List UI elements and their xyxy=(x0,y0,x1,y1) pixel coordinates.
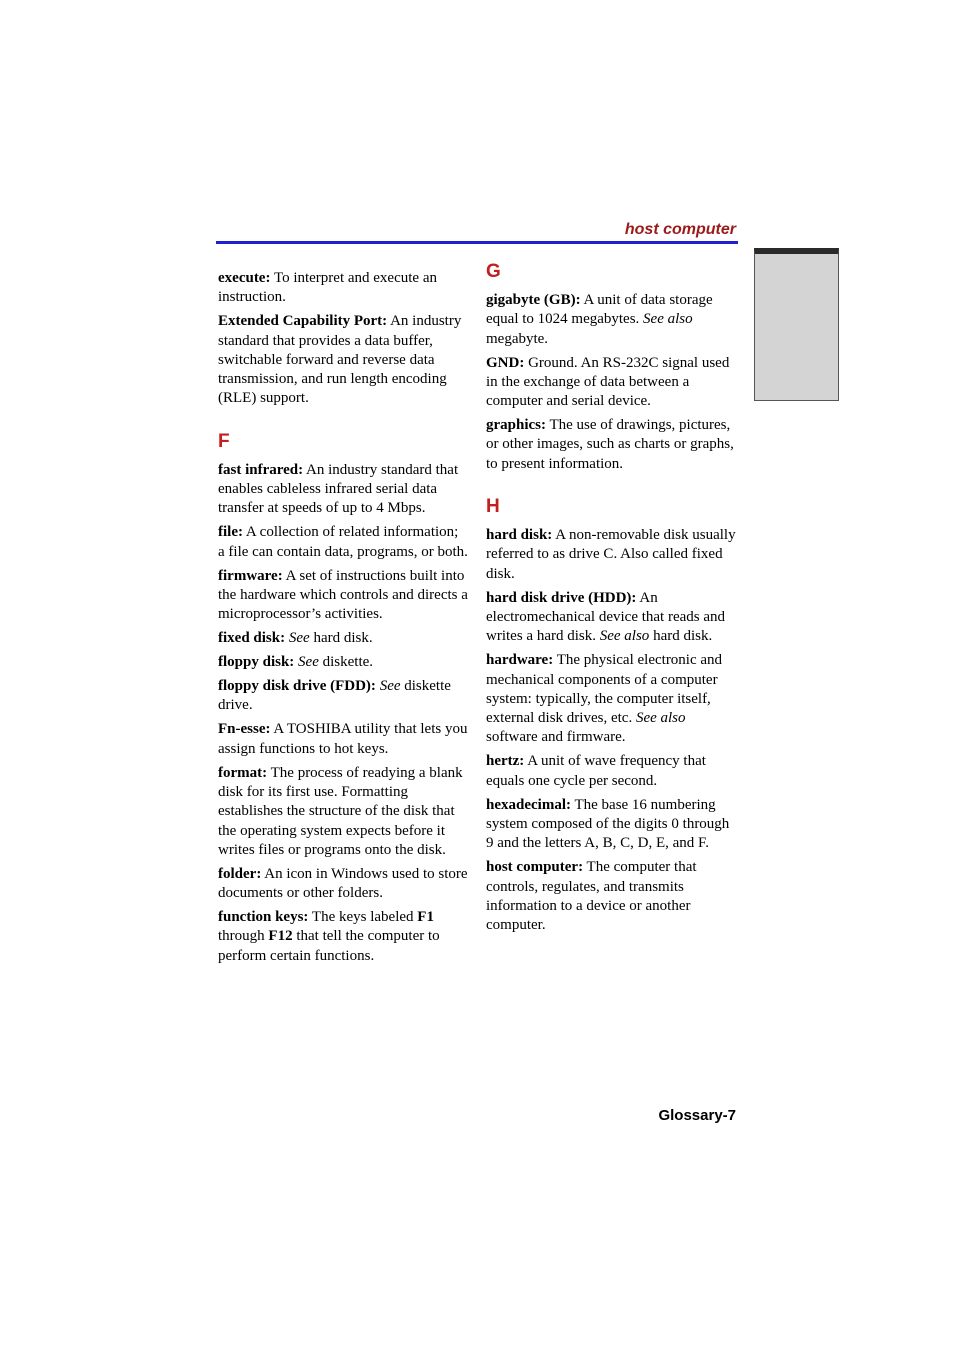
glossary-term: Fn-esse: xyxy=(218,721,271,738)
glossary-term: hard disk: xyxy=(486,527,553,544)
glossary-term: fixed disk: xyxy=(218,630,286,647)
glossary-entry xyxy=(486,526,736,584)
definition-text: A TOSHIBA utility that lets you assign functions to hot keys. xyxy=(218,721,468,757)
glossary-term: folder: xyxy=(218,865,262,882)
glossary-term: floppy disk drive (FDD): xyxy=(218,678,376,695)
definition-text: An industry standard that provides a data buffer, switchable forward and reverse data transmission, and run length encoding (RLE) support. xyxy=(218,313,462,407)
definition-text: that tell the computer to perform certain functions. xyxy=(218,928,440,964)
glossary-section xyxy=(486,496,736,935)
glossary-column-right xyxy=(486,261,736,940)
glossary-term: floppy disk: xyxy=(218,654,295,671)
page-number: Glossary-7 xyxy=(658,1107,736,1124)
glossary-entry xyxy=(486,416,736,474)
definition-text: See xyxy=(379,678,401,695)
definition-text: The use of drawings, pictures, or other images, such as charts or graphs, to present information. xyxy=(486,417,734,472)
definition-text: See also xyxy=(635,710,686,727)
glossary-term: GND: xyxy=(486,354,525,371)
definition-text: hard disk. xyxy=(649,628,713,645)
glossary-term: file: xyxy=(218,524,243,541)
glossary-entry xyxy=(486,291,736,349)
glossary-term: format: xyxy=(218,764,268,781)
glossary-term: hardware: xyxy=(486,652,554,669)
header-rule xyxy=(216,241,738,244)
glossary-section xyxy=(486,261,736,474)
glossary-column-left xyxy=(218,269,468,971)
glossary-entry xyxy=(486,858,736,935)
glossary-term: function keys: xyxy=(218,909,309,926)
glossary-entry xyxy=(218,567,468,625)
section-letter-heading: H xyxy=(486,496,500,518)
section-letter-heading: F xyxy=(218,430,230,452)
glossary-entry xyxy=(486,651,736,747)
glossary-entry xyxy=(218,764,468,860)
glossary-entry xyxy=(218,720,468,759)
definition-text: An industry standard that enables cableless infrared serial data transfer at speeds of up to 4 Mbps. xyxy=(218,461,459,517)
definition-text: Ground. An RS-232C signal used in the exchange of data between a computer and serial device. xyxy=(486,354,730,410)
glossary-term: firmware: xyxy=(218,567,283,584)
glossary-entry xyxy=(486,589,736,647)
glossary-term: hexadecimal: xyxy=(486,796,571,813)
definition-text: hard disk. xyxy=(309,630,373,647)
glossary-entry xyxy=(218,865,468,904)
glossary-entry xyxy=(218,523,468,562)
running-head: host computer xyxy=(624,221,736,238)
definition-text: The keys labeled xyxy=(308,909,418,926)
section-letter-heading: G xyxy=(486,261,501,282)
definition-text: See also xyxy=(643,311,693,328)
definition-text: diskette drive. xyxy=(218,678,451,714)
definition-text: A unit of data storage equal to 1024 megabytes. xyxy=(486,292,713,328)
definition-text: A set of instructions built into the hardware which controls and directs a microprocessor’s activities. xyxy=(218,567,468,623)
definition-text: The computer that controls, regulates, and transmits information to a device or another computer. xyxy=(486,859,697,934)
glossary-term: execute: xyxy=(218,270,271,286)
glossary-term: gigabyte (GB): xyxy=(486,292,581,308)
glossary-term: hertz: xyxy=(486,753,525,770)
definition-text: See xyxy=(298,654,319,671)
definition-text: See xyxy=(288,630,310,647)
definition-text: The process of readying a blank disk for its first use. Formatting establishes the structure of the disk that the operating system expects before it writes files or programs onto the disk. xyxy=(218,764,463,858)
definition-text: An icon in Windows used to store documents or other folders. xyxy=(218,865,468,902)
definition-text: A collection of related information; a file can contain data, programs, or both. xyxy=(218,524,468,560)
definition-text: diskette. xyxy=(318,654,374,671)
definition-text: See also xyxy=(599,628,650,645)
definition-text: A non-removable disk usually referred to as drive C. Also called fixed disk. xyxy=(486,527,736,582)
glossary-entry xyxy=(218,269,468,308)
glossary-term: hard disk drive (HDD): xyxy=(486,589,637,606)
definition-text: A unit of wave frequency that equals one cycle per second. xyxy=(486,753,706,789)
definition-text: through xyxy=(218,928,269,945)
glossary-entry xyxy=(218,312,468,408)
glossary-entry xyxy=(218,908,468,966)
glossary-section xyxy=(218,269,468,409)
definition-text: An electromechanical device that reads and writes a hard disk. xyxy=(486,589,726,645)
glossary-entry xyxy=(486,796,736,854)
glossary-entry xyxy=(486,354,736,412)
glossary-term: Extended Capability Port: xyxy=(218,313,388,330)
definition-text: F1 xyxy=(417,909,434,926)
definition-text: F12 xyxy=(268,928,293,945)
definition-text: The base 16 numbering system composed of the digits 0 through 9 and the letters A, B, C, D, E, and F. xyxy=(486,796,730,852)
glossary-term: graphics: xyxy=(486,417,546,434)
definition-text: software and firmware. xyxy=(486,729,626,746)
glossary-entry xyxy=(486,752,736,791)
definition-text: megabyte. xyxy=(486,330,549,347)
glossary-entry xyxy=(218,629,468,648)
definition-text: To interpret and execute an instruction. xyxy=(218,270,437,306)
glossary-entry xyxy=(218,653,468,672)
glossary-entry xyxy=(218,461,468,519)
glossary-entry xyxy=(218,677,468,716)
section-tab-marker xyxy=(754,248,839,401)
glossary-section xyxy=(218,431,468,966)
glossary-term: host computer: xyxy=(486,859,584,876)
glossary-term: fast infrared: xyxy=(218,461,304,478)
definition-text: The physical electronic and mechanical components of a computer system: typically, the computer itself, external disk drives, etc. xyxy=(486,652,723,727)
